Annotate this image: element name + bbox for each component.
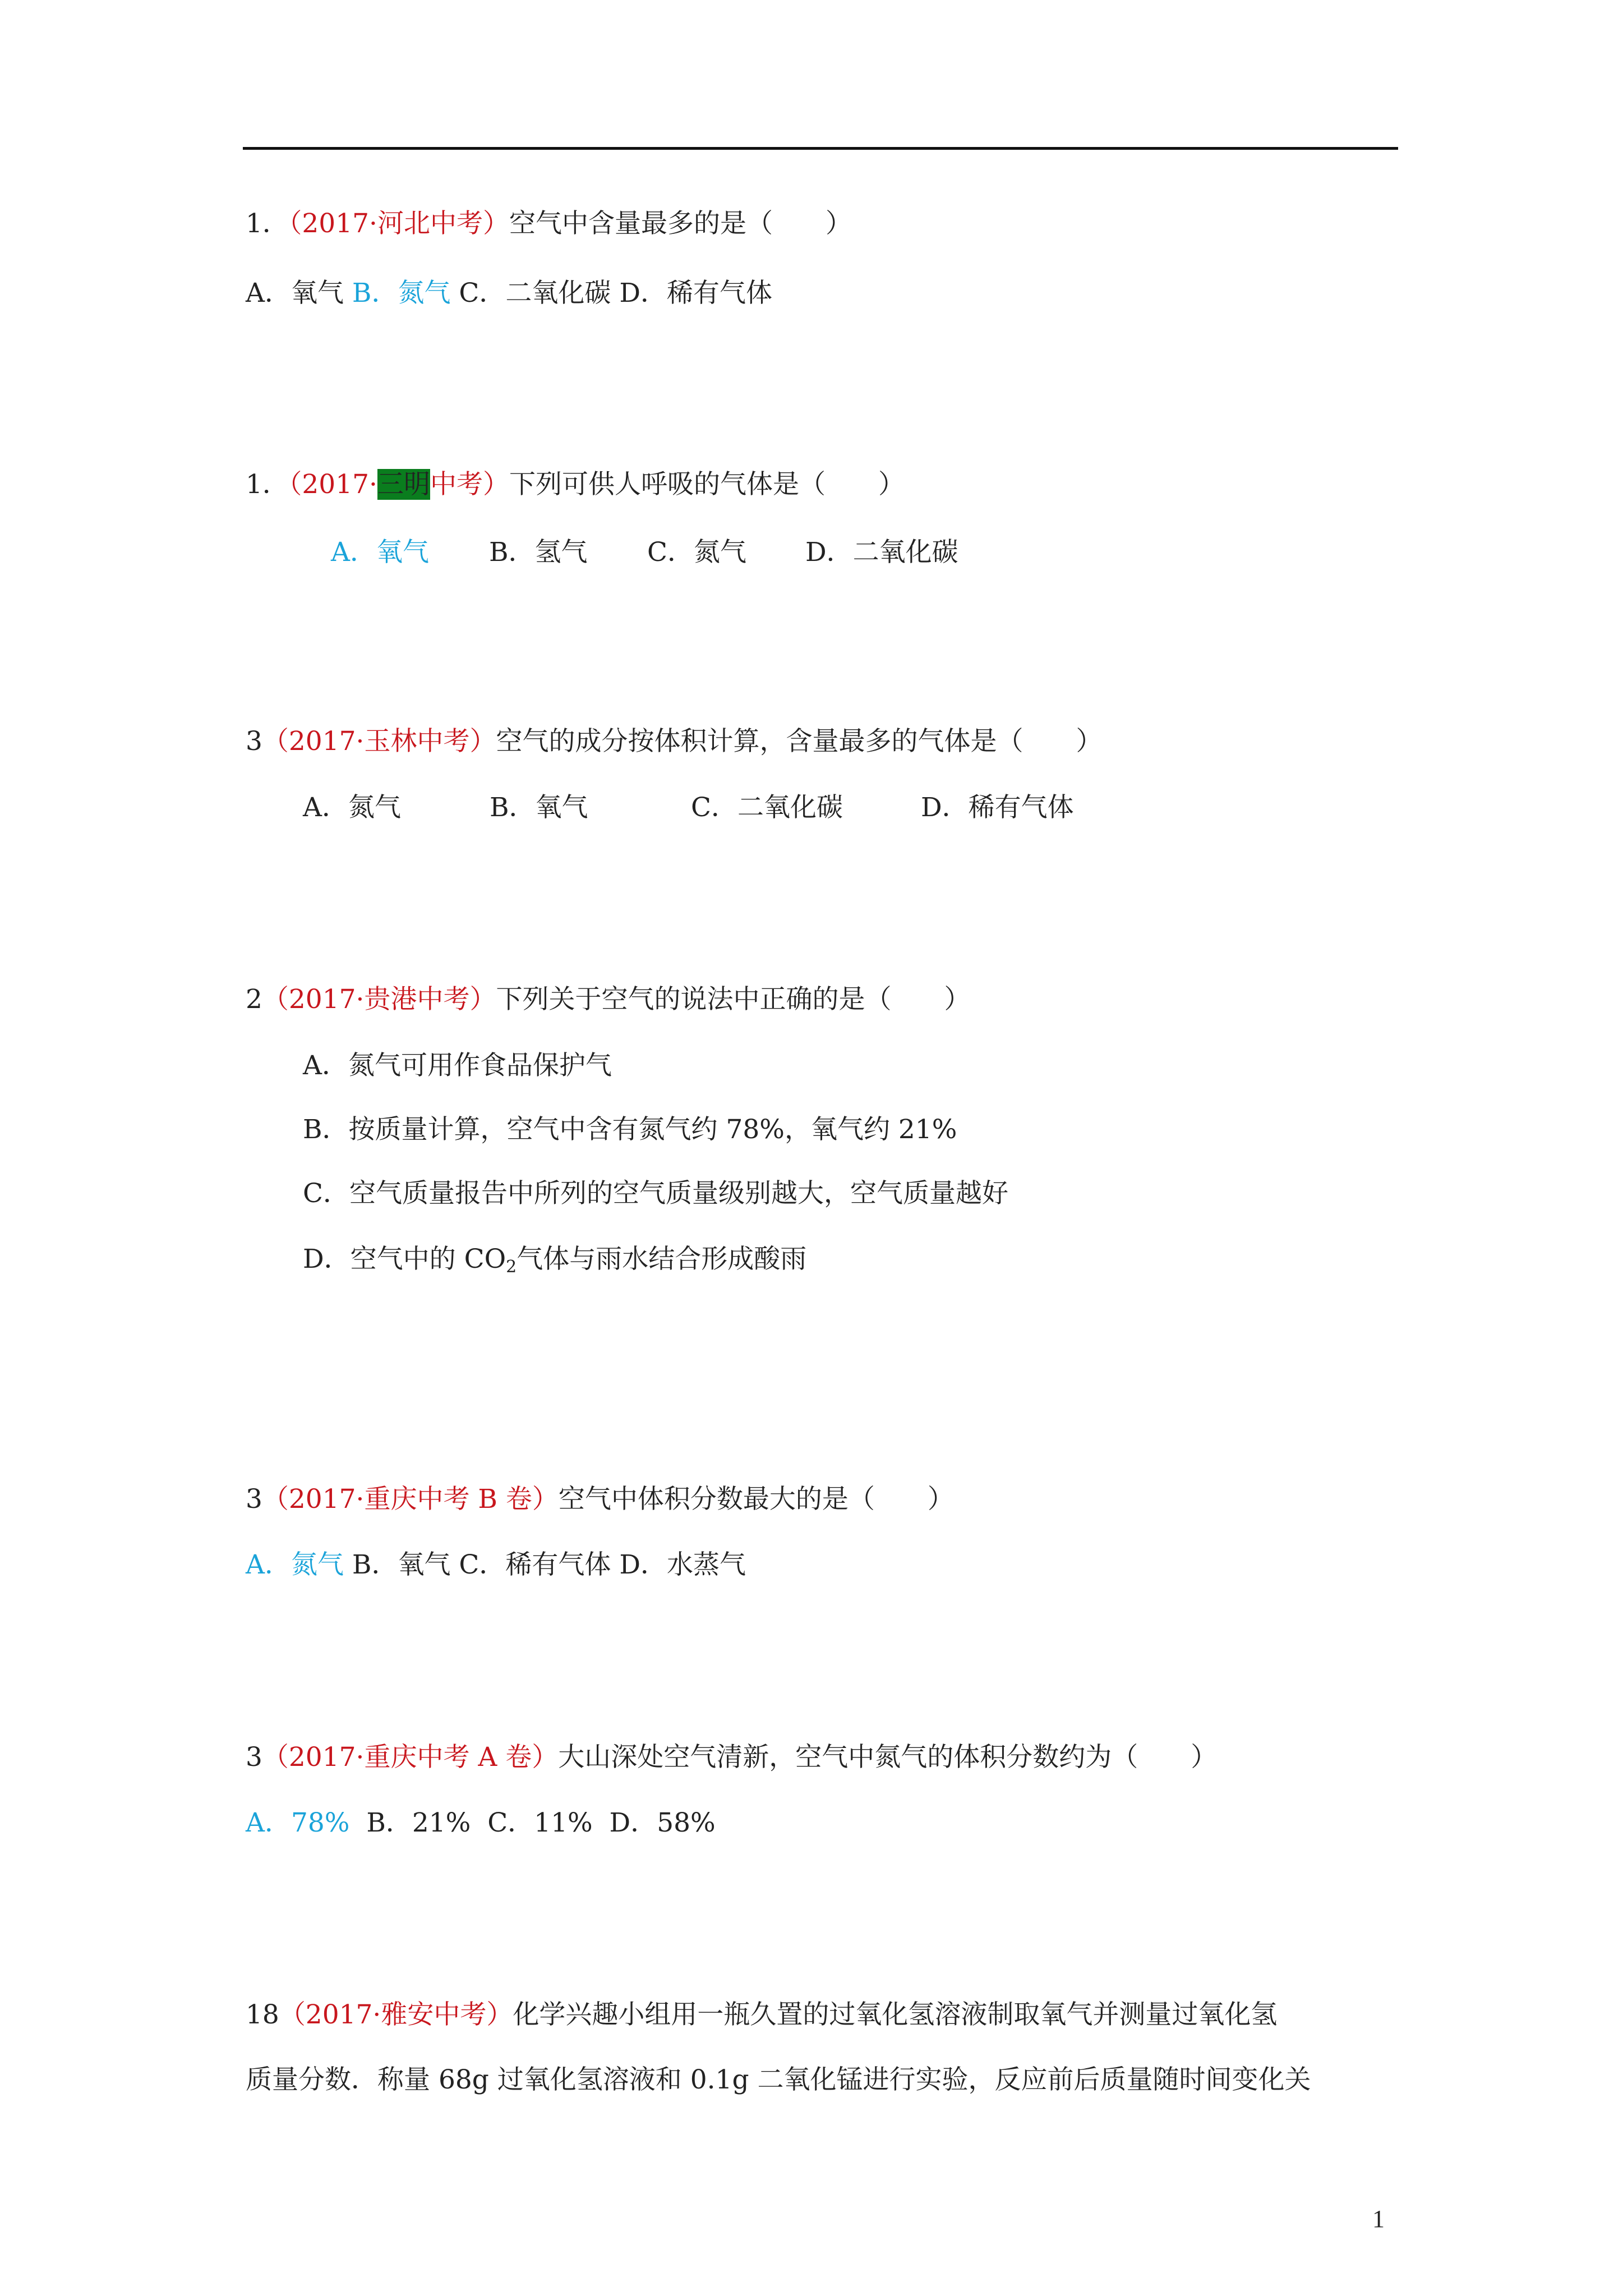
option-d: D．二氧化碳 bbox=[805, 537, 958, 568]
question-4-option-d: D．空气中的 $CO_2$气体与雨水结合形成酸雨 bbox=[303, 1244, 807, 1277]
question-3-source: （2017·玉林中考） bbox=[262, 726, 496, 757]
question-4-option-c: C．空气质量报告中所列的空气质量级别越大，空气质量越好 bbox=[303, 1178, 1008, 1209]
option-c: C．11% bbox=[487, 1807, 593, 1838]
question-7-source: （2017·雅安中考） bbox=[279, 1999, 513, 2030]
header-rule bbox=[243, 147, 1398, 150]
question-3-options bbox=[303, 791, 1074, 825]
option-d: D．水蒸气 bbox=[619, 1549, 746, 1580]
question-7-stem-line2: 质量分数．称量 68g 过氧化氢溶液和 0.1g 二氧化锰进行实验，反应前后质量随时间变化关 bbox=[246, 2064, 1311, 2095]
question-2-stem: 1．（2017·三明中考）下列可供人呼吸的气体是（ ） bbox=[246, 469, 905, 500]
option-b: B．氢气 bbox=[489, 537, 588, 568]
option-c: C．稀有气体 bbox=[459, 1549, 611, 1580]
option-a-answer: A．氧气 bbox=[331, 537, 429, 568]
option-c: C．二氧化碳 bbox=[459, 278, 611, 309]
option-c: C．二氧化碳 bbox=[691, 792, 843, 823]
question-6-source: （2017·重庆中考 A 卷） bbox=[262, 1742, 559, 1773]
option-b: B．21% bbox=[366, 1807, 471, 1838]
question-3-stem: 3（2017·玉林中考）空气的成分按体积计算，含量最多的气体是（ ） bbox=[246, 726, 1103, 757]
question-2-source: （2017·三明中考） bbox=[288, 469, 509, 500]
question-4-source: （2017·贵港中考） bbox=[262, 984, 496, 1015]
option-d: D．稀有气体 bbox=[921, 792, 1074, 823]
question-5-options bbox=[246, 1548, 746, 1582]
question-4-option-b: B．按质量计算，空气中含有氮气约 78%，氧气约 21% bbox=[303, 1114, 957, 1145]
option-a-answer: A．氮气 bbox=[246, 1549, 344, 1580]
option-a-answer: A．78% bbox=[246, 1807, 350, 1838]
question-1-options bbox=[246, 277, 772, 310]
option-d: D．稀有气体 bbox=[619, 278, 773, 309]
option-a: A．氮气 bbox=[303, 792, 401, 823]
question-2-options bbox=[331, 536, 958, 569]
question-5-stem: 3（2017·重庆中考 B 卷）空气中体积分数最大的是（ ） bbox=[246, 1484, 954, 1515]
question-7-stem-line1: 18（2017·雅安中考）化学兴趣小组用一瓶久置的过氧化氢溶液制取氧气并测量过氧化氢 bbox=[246, 1999, 1278, 2030]
question-4-stem: 2（2017·贵港中考）下列关于空气的说法中正确的是（ ） bbox=[246, 984, 971, 1015]
question-6-stem: 3（2017·重庆中考 A 卷）大山深处空气清新，空气中氮气的体积分数约为（ ） bbox=[246, 1742, 1218, 1773]
question-6-options bbox=[246, 1806, 716, 1840]
question-1-stem: 1．（2017·河北中考）空气中含量最多的是（ ） bbox=[246, 208, 852, 239]
option-d: D．58% bbox=[609, 1807, 716, 1838]
option-c: C．氮气 bbox=[647, 537, 746, 568]
option-a: A．氧气 bbox=[246, 278, 344, 309]
question-1-source: （2017·河北中考） bbox=[288, 208, 509, 239]
option-b: B．氧气 bbox=[352, 1549, 451, 1580]
page-number: 1 bbox=[1372, 2205, 1385, 2233]
question-5-source: （2017·重庆中考 B 卷） bbox=[262, 1484, 559, 1515]
highlighted-text: 三明 bbox=[377, 469, 430, 500]
question-4-option-a: A．氮气可用作食品保护气 bbox=[303, 1050, 612, 1081]
option-b: B．氧气 bbox=[490, 792, 588, 823]
option-b-answer: B．氮气 bbox=[352, 278, 451, 309]
